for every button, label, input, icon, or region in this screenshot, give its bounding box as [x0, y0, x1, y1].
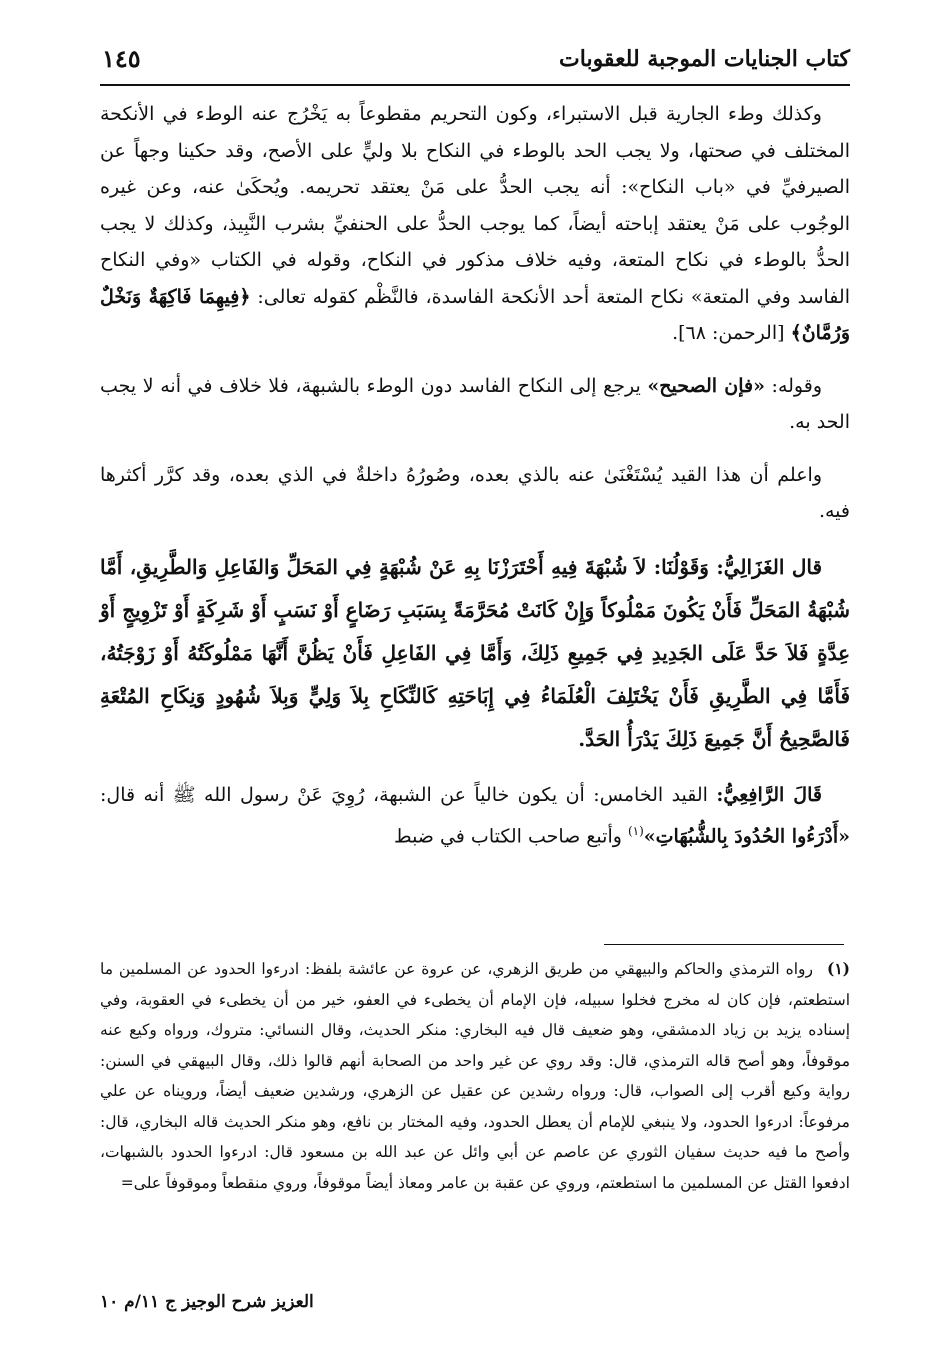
paragraph-3 [100, 457, 850, 530]
hadith-quote: «أَدْرَءُوا الحُدُودَ بِالشُّبُهَاتِ» [643, 825, 850, 848]
paragraph-3-text: واعلم أن هذا القيد يُسْتَغْنَىٰ عنه بالذي بعده، وصُورُهُ داخلةٌ في الذي بعده، وقد كرَّر أكثرها فيه. [100, 463, 850, 522]
rafii-text-continued: وأتبع صاحب الكتاب في ضبط [394, 825, 622, 848]
quran-verse: ﴿فِيهِمَا فَاكِهَةٌ وَنَخْلٌ وَرُمَّانٌ﴾ [100, 285, 850, 344]
chapter-title: كتاب الجنايات الموجبة للعقوبات [559, 46, 850, 72]
rafii-lead: قَالَ الرَّافِعِيُّ: [716, 783, 822, 806]
paragraph-2 [100, 368, 850, 441]
rafii-text: القيد الخامس: أن يكون خالياً عن الشبهة، رُوِيَ عَنْ رسول الله ﷺ أنه قال: [100, 783, 708, 806]
page-footer: العزيز شرح الوجيز ج ١١/م ١٠ [100, 1292, 314, 1312]
footnote-separator [604, 944, 844, 945]
ghazali-lead: قال الغَزَالِيُّ: [716, 554, 823, 579]
paragraph-2-text: يرجع إلى النكاح الفاسد دون الوطء بالشبهة، فلا خلاف في أنه لا يجب الحد به. [100, 374, 850, 433]
verse-reference: [الرحمن: ٦٨]. [672, 322, 785, 344]
paragraph-2-quote: «فإن الصحيح» [647, 374, 765, 397]
footnote [100, 954, 850, 1198]
paragraph-5-rafii [100, 777, 850, 855]
paragraph-1 [100, 96, 850, 352]
page-number: ١٤٥ [102, 44, 141, 73]
paragraph-1-text: وكذلك وطء الجارية قبل الاستبراء، وكون التحريم مقطوعاً به يَخْرُج عنه الوطء في الأنكحة المختلف في صحتها، ولا يجب الحد بالوطء في النكاح بلا وليٍّ على الأصح، وقد حكينا وجهاً عن الصيرفيِّ في «باب النكاح»: أنه يجب الحدُّ على مَنْ يعتقد تحريمه. ويُحكَىٰ عنه، وعن غيره الوجُوب على مَنْ يعتقد إباحته أيضاً، كما يوجب الحدُّ على الحنفيِّ بشرب النَّبِيذ، وكذلك لا يجب الحدُّ بالوطء في نكاح المتعة، وفيه خلاف مذكور في النكاح، وقوله في الكتاب «وفي النكاح الفاسد وفي المتعة» نكاح المتعة أحد الأنكحة الفاسدة، فالنَّظْم كقوله تعالى: [100, 103, 850, 308]
paragraph-4-ghazali [100, 546, 850, 761]
footnote-marker: (١) [627, 824, 644, 838]
main-text [100, 96, 850, 871]
running-header [100, 40, 850, 86]
footnote-text: رواه الترمذي والحاكم والبيهقي من طريق الزهري، عن عروة عن عائشة بلفظ: ادرءوا الحدود عن المسلمين ما استطعتم، فإن كان له مخرج فخلوا سبيله، فإن الإمام أن يخطىء في العفو، خير من أن يخطىء في العقوبة، وفي إسناده يزيد بن زياد الدمشقي، وهو ضعيف قال فيه البخاري: منكر الحديث، وقال النسائي: متروك، ورواه وكيع عنه موقوفاً، وهو أصح قاله الترمذي، قال: وقد روي عن غير واحد من الصحابة أنهم قالوا ذلك، وقال البيهقي في السنن: رواية وكيع أقرب إلى الصواب، قال: ورواه رشدين عن عقيل عن الزهري، ورشدين ضعيف أيضاً، ورويناه عن علي مرفوعاً: ادرءوا الحدود، ولا ينبغي للإمام أن يعطل الحدود، وفيه المختار بن نافع، وهو منكر الحديث قاله البخاري، قال: وأصح ما فيه حديث سفيان الثوري عن عاصم عن أبي وائل عن عبد الله بن مسعود قال: ادرءوا الحدود بالشبهات، ادفعوا القتل عن المسلمين ما استطعتم، وروي عن عقبة بن عامر ومعاذ أيضاً موقوفاً، وروي منقطعاً وموقوفاً على= [100, 960, 850, 1192]
paragraph-2-lead: وقوله: [771, 374, 822, 397]
footnote-number: (١) [826, 959, 850, 978]
ghazali-text: وَقَوْلُنَا: لاَ شُبْهَةَ فِيهِ أَحْتَرَزْنَا بِهِ عَنْ شُبْهَةٍ فِي المَحَلِّ وَالفَاعِلِ وَالطَّرِيقِ، أَمَّا شُبْهَةُ المَحَلِّ فَأَنْ يَكُونَ مَمْلُوكاً وَإِنْ كَانَتْ مُحَرَّمَةً بِسَبَبِ رَضَاعٍ أَوْ نَسَبٍ أَوْ شَرِكَةٍ أَوْ تَزْوِيجٍ أَوْ عِدَّةٍ فَلاَ حَدَّ عَلَى الجَدِيدِ فِي جَمِيعِ ذَلِكَ، وَأَمَّا فِي الفَاعِلِ فَأَنْ يَظُنَّ أَنَّهَا مَمْلُوكَتُهُ أَوْ زَوْجَتُهُ، فَأَمَّا فِي الطَّرِيقِ فَأَنْ يَخْتَلِفَ الْعُلَمَاءُ فِي إِبَاحَتِهِ كَالنِّكَاحِ بِلاَ وَلِيٍّ وَبِلاَ شُهُودٍ وَنِكَاحِ المُتْعَةِ فَالصَّحِيحُ أَنَّ جَمِيعَ ذَلِكَ يَدْرَأُ الحَدَّ. [100, 554, 850, 751]
